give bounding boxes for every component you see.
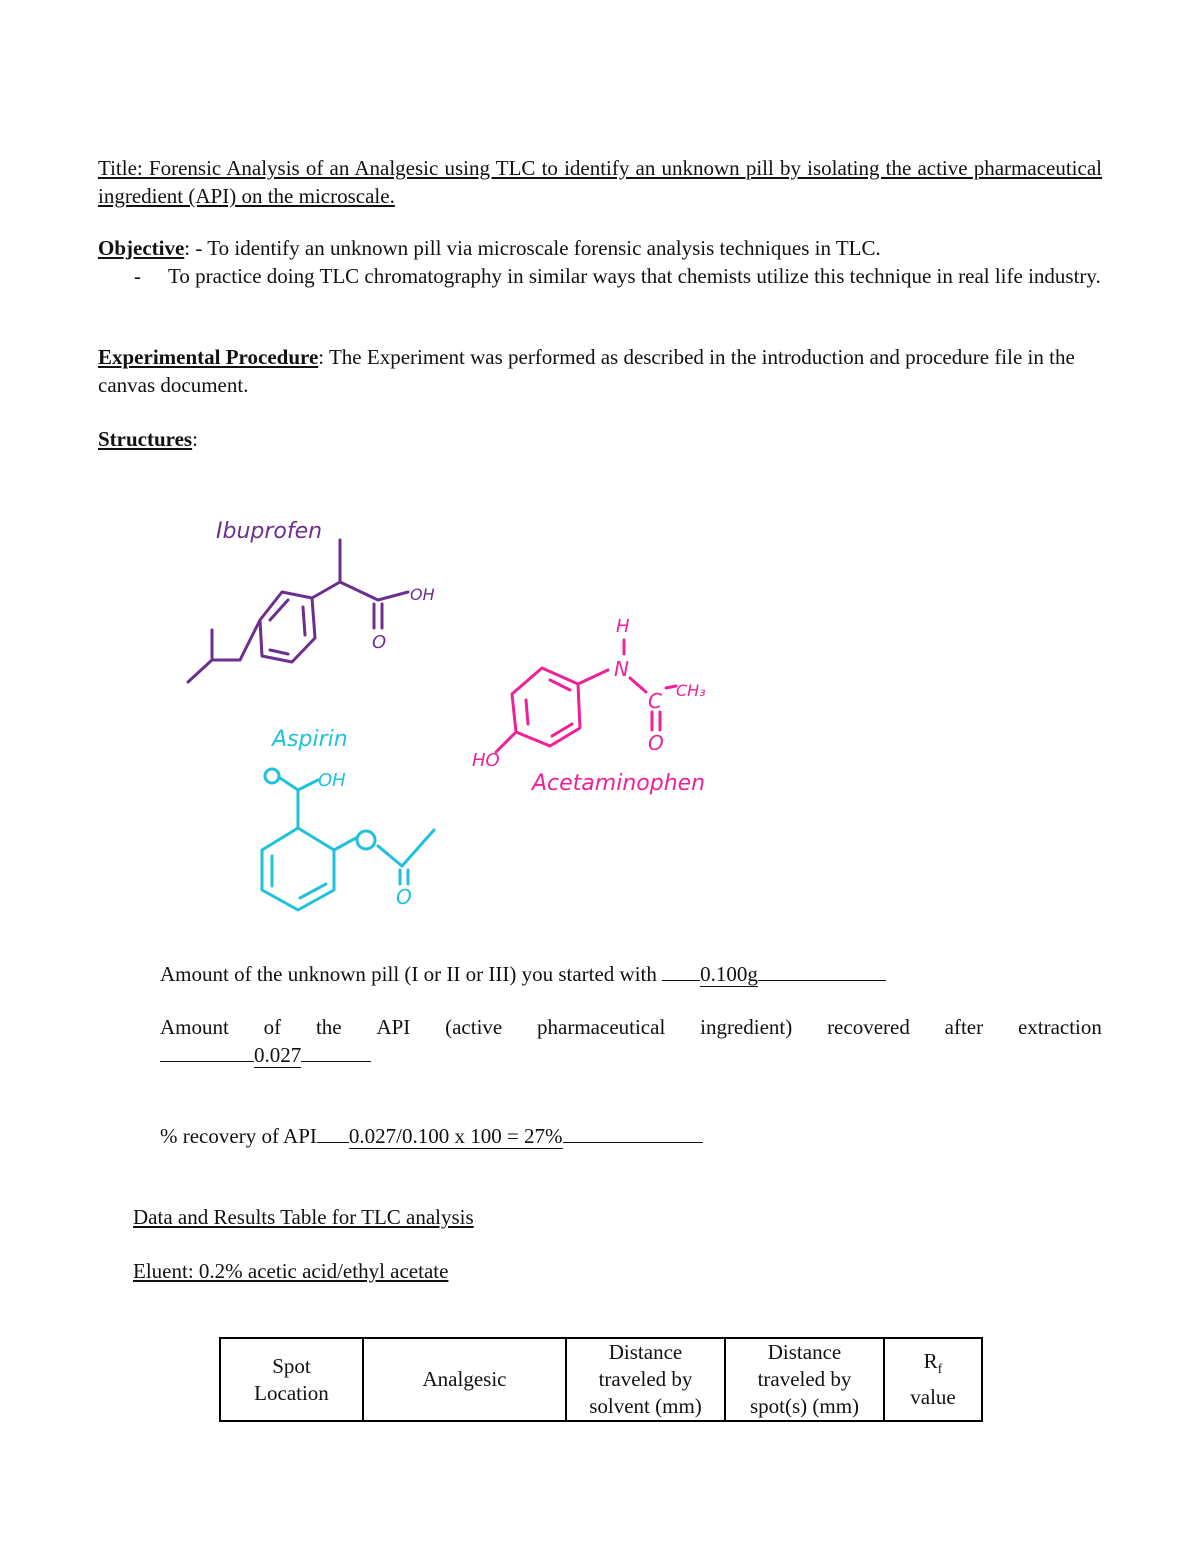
header-analgesic: Analgesic: [363, 1338, 566, 1421]
table-caption: Data and Results Table for TLC analysis: [133, 1205, 474, 1229]
amount-api-value: 0.027: [254, 1043, 302, 1067]
acetaminophen-n: N: [614, 657, 629, 681]
objective-bullet: -: [134, 264, 141, 288]
header-rf-value: $R_f$ value: [884, 1338, 982, 1421]
procedure-text: : The Experiment was performed as described in the introduction and procedure file in the canvas document.: [98, 345, 1075, 397]
aspirin-o: O: [396, 885, 412, 909]
structures-label: Structures: [98, 427, 193, 451]
amount-api-words: Amount of the API (active pharmaceutical ingredient) recovered after extraction: [160, 1015, 1102, 1039]
tlc-results-table: [219, 1337, 983, 1422]
aspirin-label: Aspirin: [272, 727, 348, 752]
ibuprofen-oh: OH: [410, 585, 435, 604]
ibuprofen-structure: [188, 540, 408, 682]
eluent-line: Eluent: 0.2% acetic acid/ethyl acetate: [133, 1259, 449, 1283]
header-spot-distance: Distance traveled by spot(s) (mm): [725, 1338, 884, 1421]
document-title: Title: Forensic Analysis of an Analgesic using TLC to identify an unknown pill by isolating the active pharmaceutical ingredient (API) on the microscale.: [98, 156, 1102, 208]
recovery-line: [160, 1122, 1100, 1150]
structures-heading: Structures:: [98, 427, 198, 451]
ibuprofen-label: Ibuprofen: [216, 519, 323, 544]
aspirin-oh: OH: [318, 770, 346, 791]
header-spot-location: Spot Location: [220, 1338, 363, 1421]
amount-api-line: [160, 1013, 1102, 1069]
amount-pill-prefix: Amount of the unknown pill (I or II or III) you started with: [160, 962, 663, 986]
recovery-prefix: % recovery of API: [160, 1124, 317, 1148]
procedure-label: Experimental Procedure: [98, 345, 319, 369]
objective-label: Objective: [98, 236, 185, 260]
amount-pill-value: 0.100g: [700, 962, 758, 986]
objective-item-1: : - To identify an unknown pill via microscale forensic analysis techniques in TLC.: [184, 236, 881, 260]
acetaminophen-h: H: [616, 616, 630, 637]
recovery-value: 0.027/0.100 x 100 = 27%: [348, 1124, 563, 1148]
acetaminophen-label: Acetaminophen: [532, 771, 706, 796]
acetaminophen-ch3: CH₃: [676, 681, 706, 700]
header-solvent-distance: Distance traveled by solvent (mm): [566, 1338, 725, 1421]
objective-item-2: To practice doing TLC chromatography in similar ways that chemists utilize this technique in real life industry.: [168, 264, 1101, 288]
acetaminophen-ho: HO: [472, 750, 500, 771]
ibuprofen-o: O: [372, 632, 387, 653]
table-header-row: [220, 1338, 982, 1421]
amount-pill-line: [160, 960, 1100, 988]
acetaminophen-o: O: [648, 731, 664, 755]
acetaminophen-c: C: [648, 689, 662, 713]
